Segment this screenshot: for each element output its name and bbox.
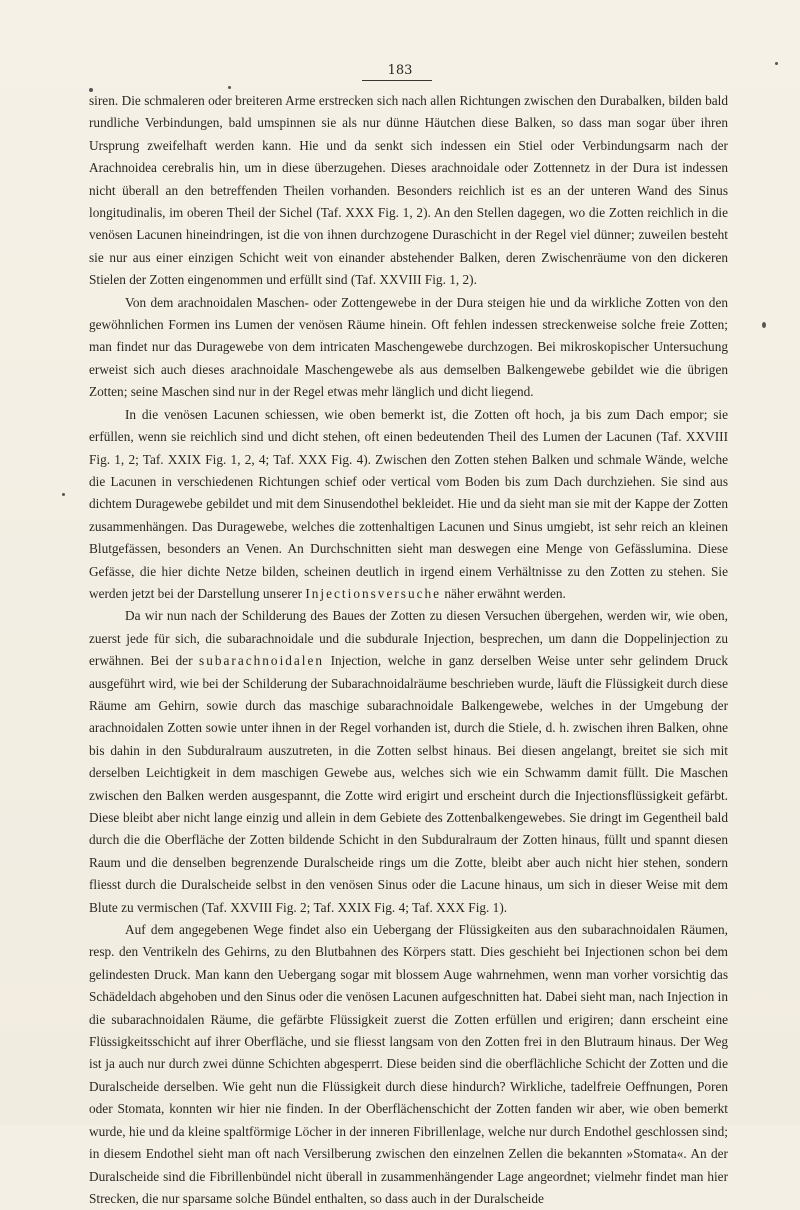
paragraph-text: Von dem arachnoidalen Maschen- oder Zottengewebe in der Dura steigen hie und da wirkliche Zotten von den gewöhnlichen Formen ins Lumen der venösen Räume hinein. Oft fehlen indessen streckenweise solche freie Zotten; man findet nur das Duragewebe von dem intricaten Maschengewebe durchzogen. Bei mikroskopischer Untersuchung erweist sich auch dieses arachnoidale Maschengewebe als aus demselben Balkengewebe gebildet wie die übrigen Zotten; seine Maschen sind nur in der Regel etwas mehr länglich und dicht liegend. [89,294,728,400]
ink-speck [228,86,231,89]
paragraph-text: In die venösen Lacunen schiessen, wie oben bemerkt ist, die Zotten oft hoch, ja bis zum Dach empor; sie erfüllen, wenn sie reichlich sind und dicht stehen, oft einen bedeutenden Theil des Lumen der Lacunen (Taf. XXVIII Fig. 1, 2; Taf. XXIX Fig. 1, 2, 4; Taf. XXX Fig. 4). Zwischen den Zotten stehen Balken und schmale Wände, welche die Lacunen in verschiedenen Richtungen schief oder vertical vom Boden bis zum Dach durchziehen. Sie sind aus dichtem Duragewebe gebildet und mit dem Sinusendothel bekleidet. Hie und da sieht man sie mit der Kappe der Zotten zusammenhängen. Das Duragewebe, welches die zottenhaltigen Lacunen und Sinus umgiebt, ist sehr reich an kleinen Blutgefässen, besonders an Venen. An Durchschnitten sieht man deswegen eine Menge von Gefässlumina. Diese Gefässe, die hier dichte Netze bilden, scheinen deutlich in irgend einem Verhältnisse zu den Zotten zu stehen. Sie werden jetzt bei der Darstellung unserer [89,406,728,601]
ink-speck [62,493,65,496]
paragraph-text: Injection, welche in ganz derselben Weise unter sehr gelindem Druck ausgeführt wird, wie bei der Schilderung der Subarachnoidalräume beschrieben wurde, läuft die Flüssigkeit durch diese Räume am Gehirn, sowie durch das maschige subarachnoidale Balkengewebe, welches in der Umgebung der arachnoidalen Zotten sowie unter ihnen in der Regel vorhanden ist, durch die Stiele, d. h. zwischen ihren Balken, ohne bis dahin in den Subduralraum auszutreten, in die Zotten selbst hinaus. Bei diesen angelangt, breitet sie sich mit derselben Leichtigkeit in dem maschigen Gewebe aus, welches sich wie ein Schwamm damit füllt. Die Maschen zwischen den Balken werden ausgespannt, die Zotte wird erigirt und erscheint durch die Injectionsflüssigkeit gefärbt. Diese bleibt aber nicht lange einzig und allein in dem Gebiete des Zottenbalkengewebes. Sie dringt im Gegentheil bald durch die die Oberfläche der Zotten bildende Schicht in den Subduralraum der Zotten hinaus, füllt und spannt diesen Raum und die denselben begrenzende Duralscheide rings um die Zotte, bleibt aber auch nicht hier stehen, sondern fliesst durch die Duralscheide selbst in den venösen Sinus oder die Lacune hinaus, um sich in dieser Weise mit dem Blute zu vermischen (Taf. XXVIII Fig. 2; Taf. XXIX Fig. 4; Taf. XXX Fig. 1). [89,653,729,915]
paragraph-text: Auf dem angegebenen Wege findet also ein Uebergang der Flüssigkeiten aus den subarachnoidalen Räumen, resp. den Ventrikeln des Gehirns, zu den Blutbahnen des Körpers statt. Dies geschieht bei Injectionen schon bei dem gelindesten Druck. Man kann den Uebergang sogar mit blossem Auge wahrnehmen, wenn man vorher vorsichtig das Schädeldach abgehoben und den Sinus oder die venösen Lacunen aufgeschnitten hat. Dabei sieht man, nach Injection in die subarachnoidalen Räume, die gefärbte Flüssigkeit zuerst die Zotten erfüllen und erigiren; dann erscheint eine Flüssigkeitsschicht auf ihrer Oberfläche, und sie fliesst langsam von den Zotten frei in den Blutraum hinaus. Der Weg ist ja auch nur durch zwei dünne Schichten abgesperrt. Diese beiden sind die oberflächliche Schicht der Zotten und die Duralscheide derselben. Wie geht nun die Flüssigkeit durch diese hindurch? Wirkliche, tadelfreie Oeffnungen, Poren oder Stomata, konnten wir hier nie finden. In der Oberflächenschicht der Zotten fanden wir aber, wie oben bemerkt wurde, hie und da kleine spaltförmige Löcher in der inneren Fibrillenlage, welche nur durch Endothel geschlossen sind; in diesem Endothel sieht man oft nach Versilberung zwischen den einzelnen Zellen die bekannten »Stomata«. An der Duralscheide sind die Fibrillenbündel nicht überall in zusammenhängender Lage angeordnet; vielmehr findet man hier Strecken, die nur sparsame solche Bündel enthalten, so dass auch in der Duralscheide [89,922,728,1206]
body-text [89,90,728,1210]
spaced-emphasis-text: subarachnoidalen [199,653,325,669]
ink-speck [762,322,766,328]
spaced-emphasis-text: Injectionsversuche [305,585,442,601]
paragraph-text: siren. Die schmaleren oder breiteren Arme erstrecken sich nach allen Richtungen zwischen den Durabalken, bilden bald rundliche Verbindungen, bald umspinnen sie als nur dünne Häutchen diese Balken, so dass man sogar über ihren Ursprung zweifelhaft werden kann. Hie und da senkt sich indessen ein Stiel oder Verbindungsarm nach der Arachnoidea cerebralis hin, um in diese überzugehen. Dieses arachnoidale oder Zottennetz in der Dura ist indessen nicht überall an den betreffenden Theilen vorhanden. Besonders reichlich ist es an der unteren Wand des Sinus longitudinalis, im oberen Theil der Sichel (Taf. XXX Fig. 1, 2). An den Stellen dagegen, wo die Zotten reichlich in die venösen Lacunen hineindringen, ist die von ihnen durchzogene Duraschicht in der Regel viel dünner; zuweilen besteht sie nur aus einer einzigen Schicht weit von einander abstehender Balken, deren Zwischenräume von den dickeren Stielen der Zotten eingenommen und erfüllt sind (Taf. XXVIII Fig. 1, 2). [89,93,728,288]
paragraph [89,404,728,606]
ink-speck [775,62,778,65]
paragraph [89,605,728,919]
paragraph [89,292,728,404]
page-number: 183 [387,63,413,78]
paragraph-text: näher erwähnt werden. [441,585,566,601]
ink-speck [89,88,93,92]
page-number-rule [362,80,432,81]
paragraph-text: Da wir nun nach der Schilderung des Baues der Zotten zu diesen Versuchen übergehen, werden wir, wie oben, zuerst jede für sich, die subarachnoidale und die subdurale Injection, besprechen, um dann die Doppelinjection zu erwähnen. Bei der [89,608,728,669]
paragraph [89,919,728,1210]
paragraph [89,90,728,292]
